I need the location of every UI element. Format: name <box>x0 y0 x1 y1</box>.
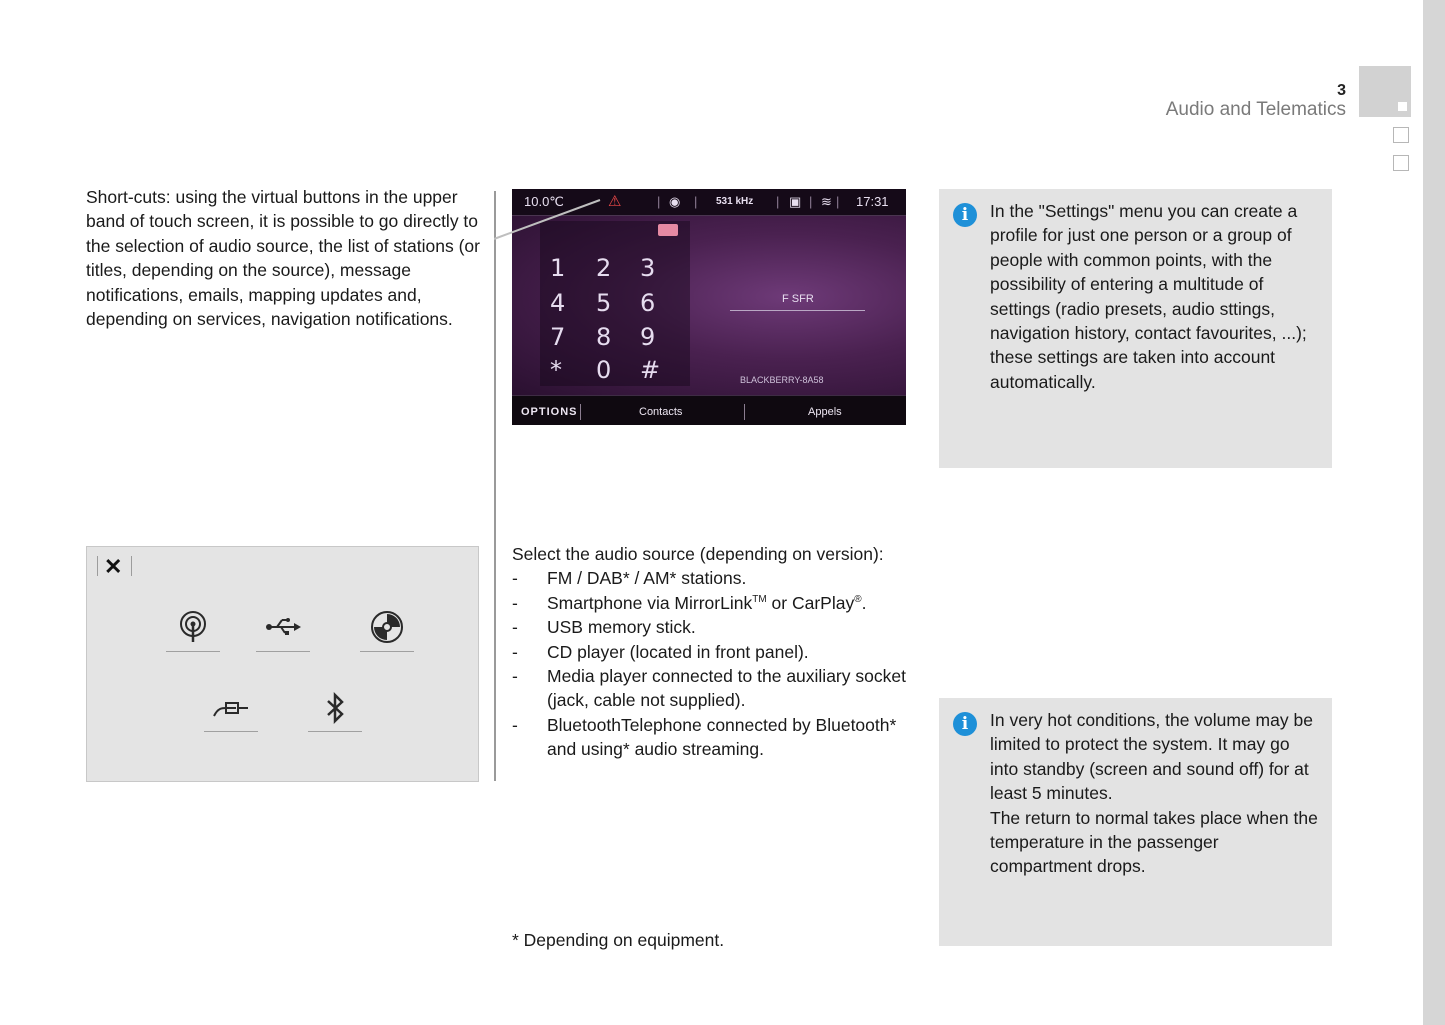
icon-underline <box>256 651 310 652</box>
chapter-tab[interactable] <box>1393 127 1409 143</box>
intro-paragraph: Short-cuts: using the virtual buttons in the upper band of touch screen, it is possible to go directly to the selection of audio source, the list of stations (or titles, depending on the source), message notifications, emails, mapping updates and, depending on services, navigation notifications. <box>86 187 480 330</box>
source-icons-panel <box>86 546 479 782</box>
key-6: 6 <box>640 289 656 317</box>
separator: | <box>657 194 661 209</box>
separator: | <box>836 194 840 209</box>
temperature-readout: 10.0℃ <box>524 194 564 209</box>
frequency-readout: 531 kHz <box>716 196 754 207</box>
info-text: In the "Settings" menu you can create a profile for just one person or a group of people with common points, with the possibility of entering a multitude of settings (radio presets, audio sttings, navigation history, contact favourites, ...); these settings are taken into account automatically. <box>990 201 1307 392</box>
calls-button: Appels <box>808 406 842 418</box>
key-star: * <box>550 356 562 384</box>
key-9: 9 <box>640 323 656 351</box>
icon-underline <box>308 731 362 732</box>
info-icon: i <box>953 203 977 227</box>
warning-icon: ⚠ <box>608 193 622 210</box>
bluetooth-icon[interactable] <box>308 688 362 728</box>
callout-line <box>494 198 604 240</box>
key-3: 3 <box>640 254 656 282</box>
list-item: - Media player connected to the auxiliary socket (jack, cable not supplied). <box>512 666 906 711</box>
wifi-icon: ≋ <box>821 194 832 209</box>
info-text <box>990 708 1320 879</box>
key-5: 5 <box>596 289 612 317</box>
list-item: - USB memory stick. <box>512 617 696 638</box>
key-8: 8 <box>596 323 612 351</box>
side-band <box>1423 0 1445 1025</box>
icon-underline <box>204 731 258 732</box>
screen-bottom-band <box>512 395 906 425</box>
icon-underline <box>360 651 414 652</box>
separator <box>97 556 98 576</box>
close-icon[interactable]: ✕ <box>104 554 123 579</box>
column-divider <box>494 191 496 781</box>
backspace-icon <box>658 224 678 236</box>
clock-readout: 17:31 <box>856 194 889 209</box>
separator: | <box>809 194 813 209</box>
key-4: 4 <box>550 289 566 317</box>
list-item: - BluetoothTelephone connected by Bluetooth* and using* audio streaming. <box>512 714 897 760</box>
radio-icon[interactable] <box>166 607 220 647</box>
info-text-line: The return to normal takes place when the temperature in the passenger compartment drops. <box>990 807 1318 877</box>
key-hash: # <box>640 356 661 384</box>
separator <box>131 556 132 576</box>
station-name: F SFR <box>782 293 814 305</box>
separator: | <box>776 194 780 209</box>
audio-source-intro: Select the audio source (depending on version): <box>512 544 884 564</box>
list-item: - CD player (located in front panel). <box>512 641 809 662</box>
info-text-line: In very hot conditions, the volume may be limited to protect the system. It may go into standby (screen and sound off) for at least 5 minutes. <box>990 710 1313 804</box>
key-2: 2 <box>596 254 612 282</box>
options-button: OPTIONS <box>521 406 578 418</box>
cd-icon[interactable] <box>360 607 414 647</box>
aux-jack-icon[interactable] <box>204 688 258 728</box>
page-number: 3 <box>1337 82 1346 99</box>
contacts-button: Contacts <box>639 406 683 418</box>
dial-keypad <box>540 221 690 386</box>
chapter-tab[interactable] <box>1393 155 1409 171</box>
icon-underline <box>166 651 220 652</box>
tab-indicator <box>1398 102 1407 111</box>
list-item: - Smartphone via MirrorLink™ or CarPlay®. <box>512 592 867 613</box>
usb-icon[interactable] <box>256 607 310 647</box>
audio-source-section <box>512 542 912 762</box>
key-1: 1 <box>550 254 566 282</box>
info-box-settings <box>939 189 1332 468</box>
separator <box>744 404 745 420</box>
key-7: 7 <box>550 323 566 351</box>
footnote: * Depending on equipment. <box>512 930 725 950</box>
list-item: - FM / DAB* / AM* stations. <box>512 568 747 589</box>
info-box-hot-conditions <box>939 698 1332 946</box>
messages-icon: ▣ <box>789 194 802 209</box>
chapter-tab-active[interactable] <box>1359 66 1411 117</box>
separator <box>580 404 581 420</box>
info-icon: i <box>953 712 977 736</box>
separator: | <box>694 194 698 209</box>
device-name: BLACKBERRY-8A58 <box>740 375 824 385</box>
key-0: 0 <box>596 356 612 384</box>
number-field-line <box>730 310 865 311</box>
radio-icon: ◉ <box>669 194 681 209</box>
section-title: Audio and Telematics <box>1165 99 1346 120</box>
